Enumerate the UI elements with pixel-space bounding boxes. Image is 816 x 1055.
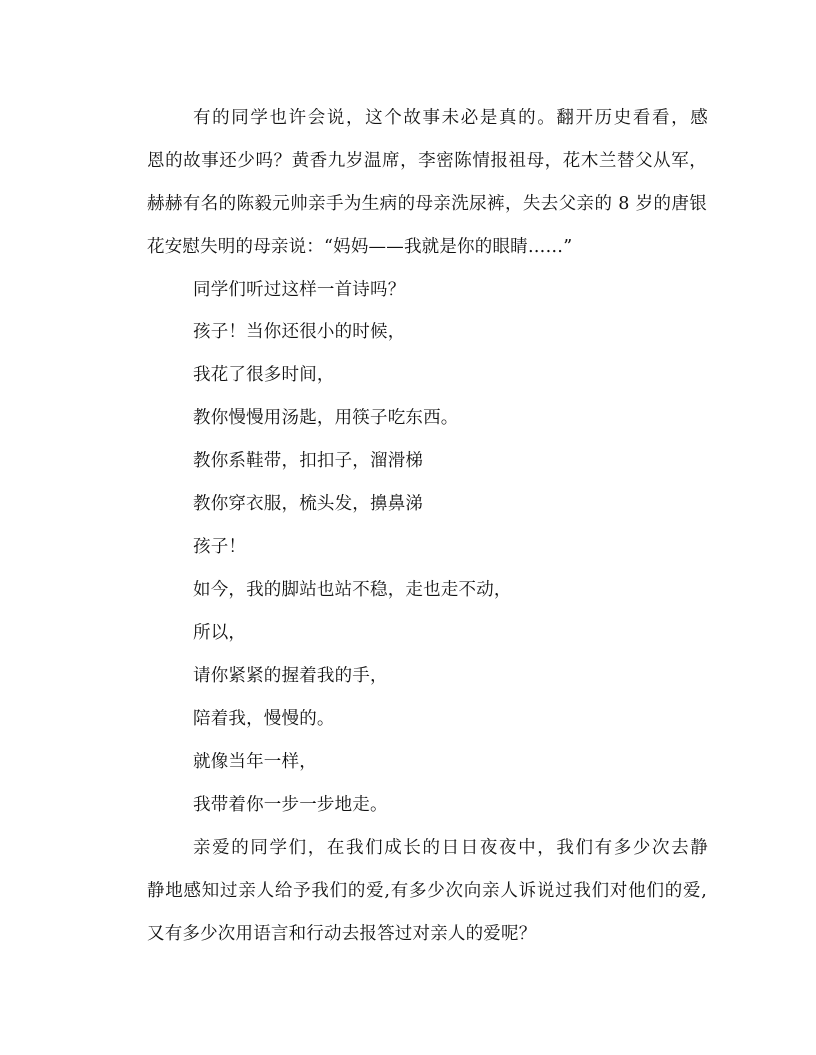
paragraph-2-line-2: 静地感知过亲人给予我们的爱,有多少次向亲人诉说过我们对他们的爱,	[147, 881, 707, 901]
poem-line: 陪着我，慢慢的。	[193, 709, 335, 729]
paragraph-2-line-1: 亲爱的同学们，在我们成长的日日夜夜中，我们有多少次去静	[193, 838, 708, 858]
poem-line: 请你紧紧的握着我的手，	[193, 666, 388, 686]
poem-line: 如今，我的脚站也站不稳，走也走不动，	[193, 580, 512, 600]
poem-line: 我带着你一步一步地走。	[193, 795, 388, 815]
poem-intro: 同学们听过这样一首诗吗？	[193, 280, 406, 300]
poem-line: 孩子！	[193, 537, 247, 557]
paragraph-1-line-3: 赫赫有名的陈毅元帅亲手为生病的母亲洗尿裤，失去父亲的 8 岁的唐银	[147, 194, 707, 214]
poem-line: 孩子！当你还很小的时候，	[193, 322, 406, 342]
paragraph-1-line-4: 花安慰失明的母亲说：“妈妈——我就是你的眼睛……”	[147, 237, 573, 257]
poem-line: 教你慢慢用汤匙，用筷子吃东西。	[193, 408, 459, 428]
poem-line: 教你穿衣服，梳头发，擤鼻涕	[193, 494, 424, 514]
paragraph-2-line-3: 又有多少次用语言和行动去报答过对亲人的爱呢？	[147, 924, 537, 944]
poem-line: 所以，	[193, 623, 247, 643]
poem-line: 教你系鞋带，扣扣子，溜滑梯	[193, 451, 424, 471]
poem-line: 我花了很多时间，	[193, 365, 335, 385]
poem-line: 就像当年一样，	[193, 752, 317, 772]
paragraph-1-line-2: 恩的故事还少吗？黄香九岁温席，李密陈情报祖母，花木兰替父从军，	[147, 151, 707, 171]
paragraph-1-line-1: 有的同学也许会说，这个故事未必是真的。翻开历史看看，感	[193, 108, 708, 128]
